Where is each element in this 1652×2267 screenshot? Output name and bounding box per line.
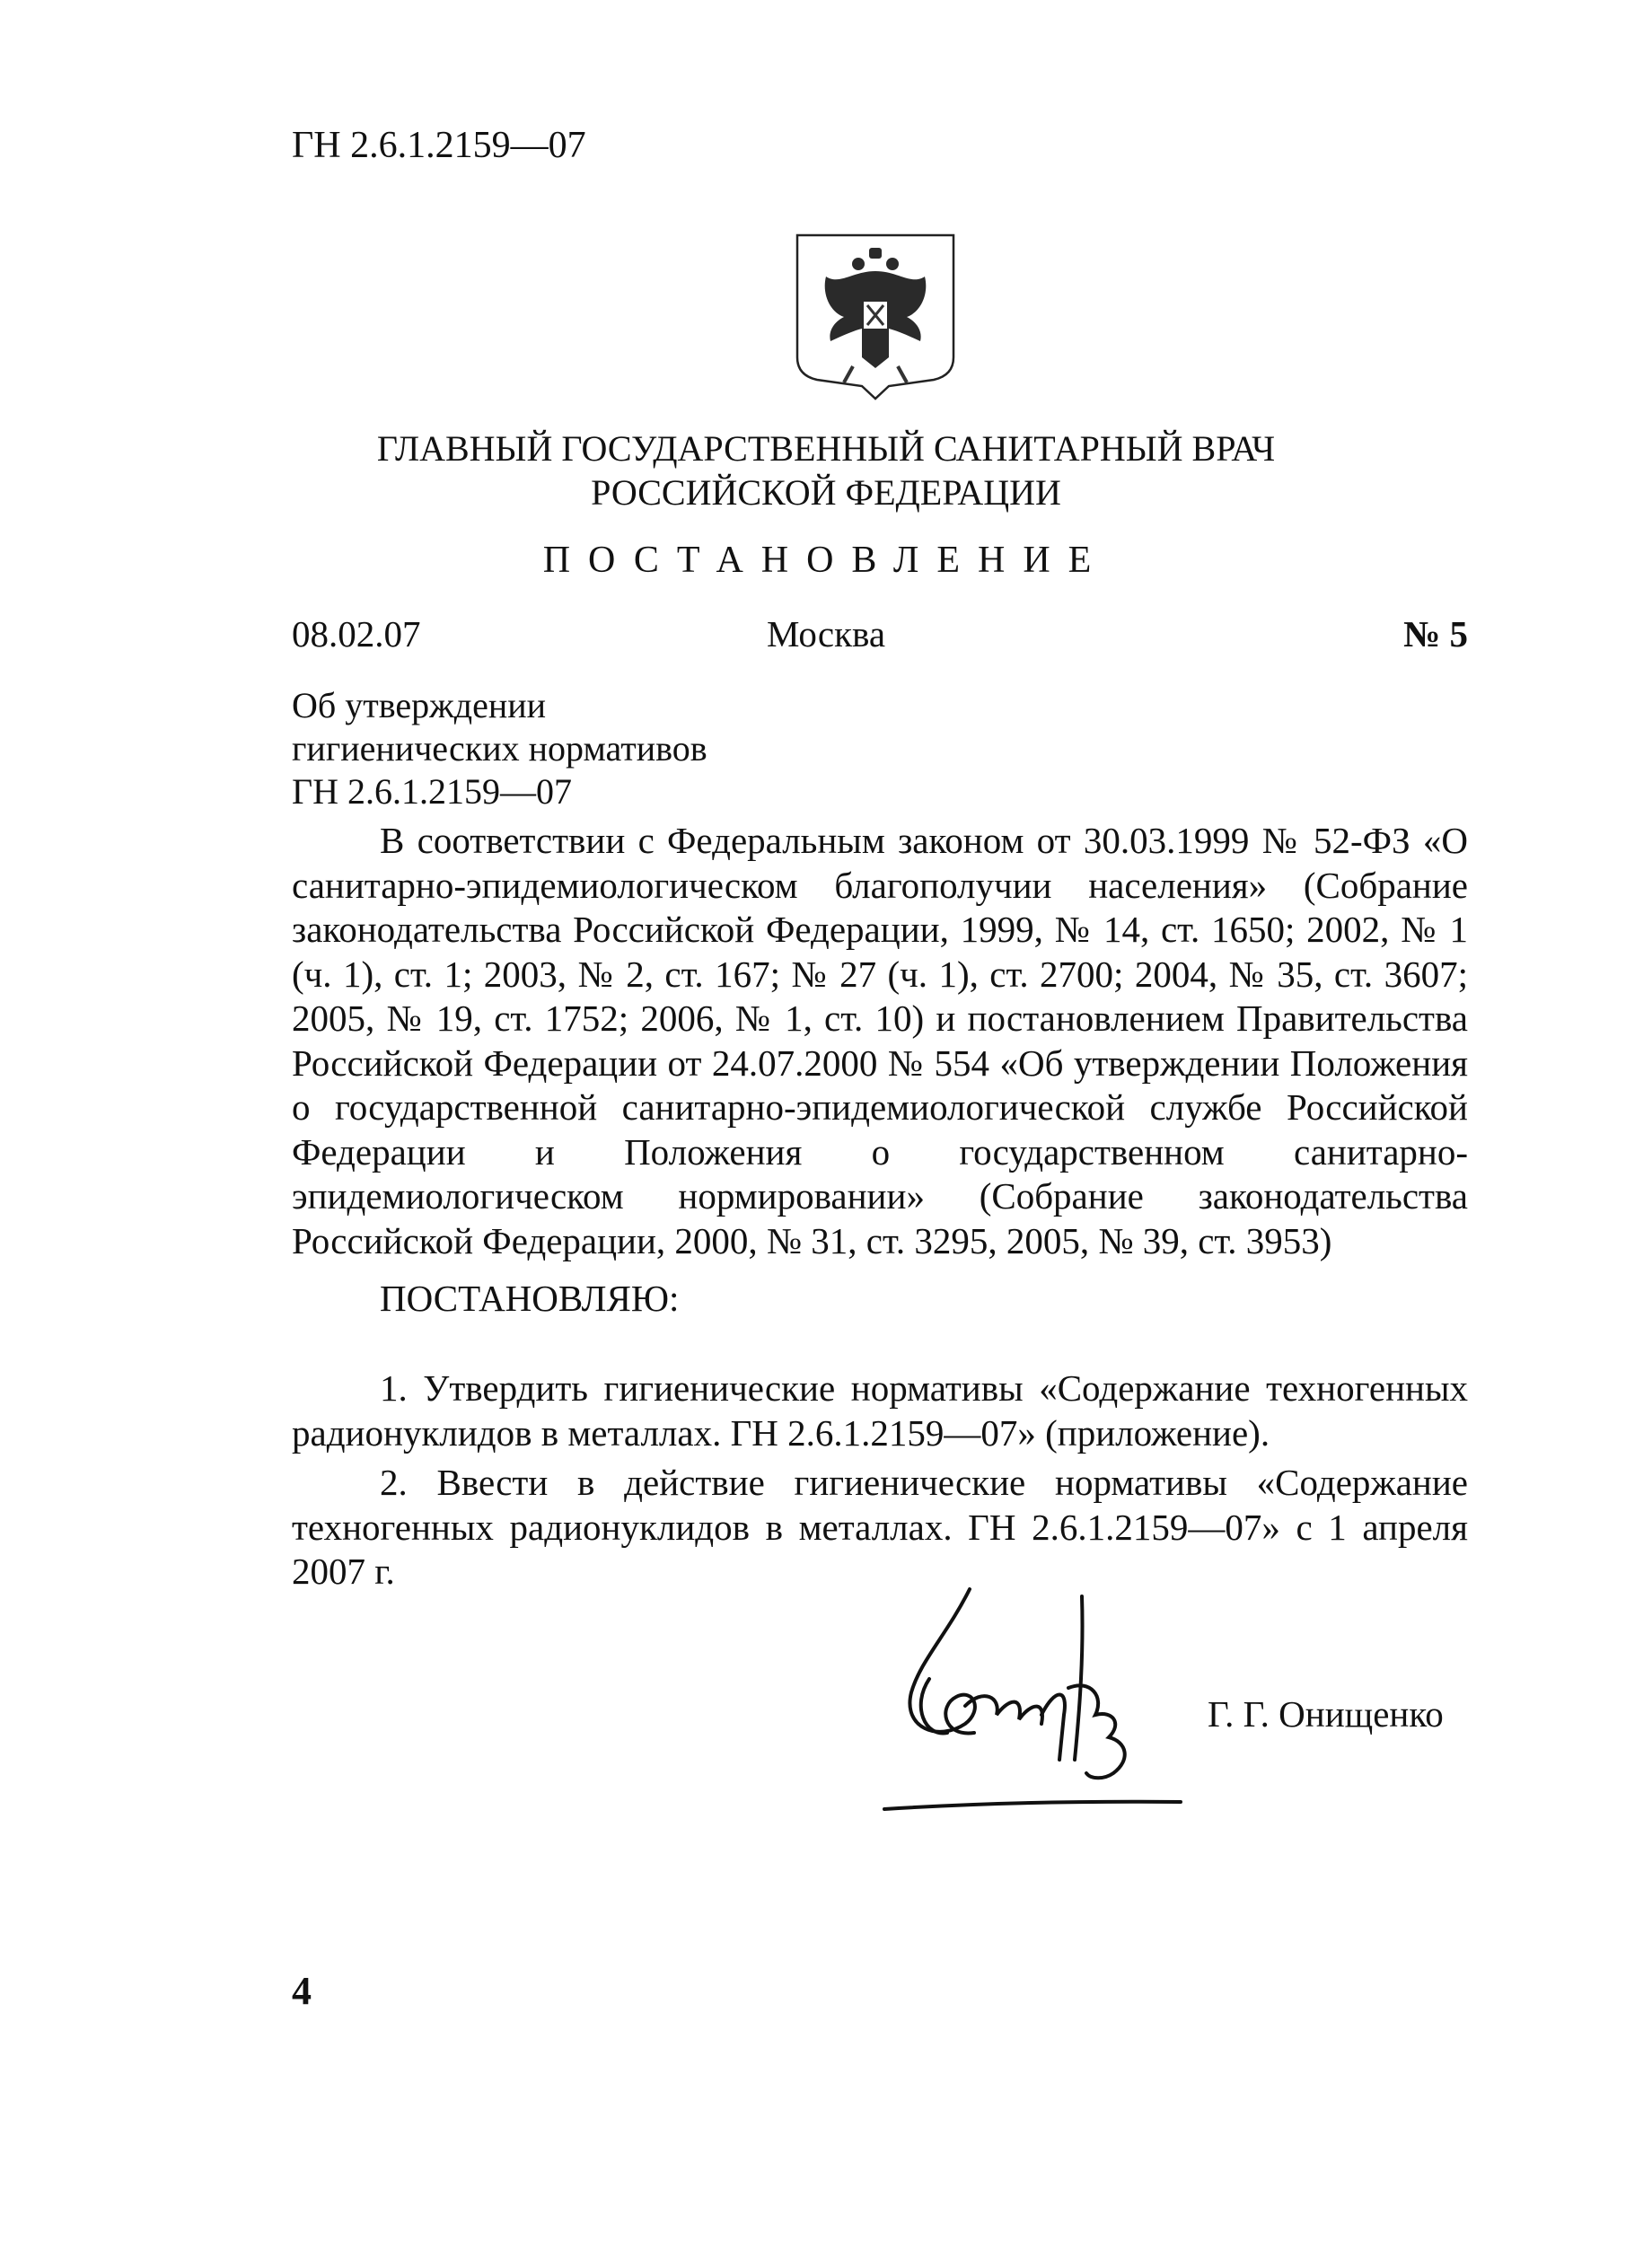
document-number: № 5 — [1403, 613, 1468, 655]
signer-name: Г. Г. Онищенко — [1208, 1693, 1444, 1735]
decree-heading: ПОСТАНОВЛЯЮ: — [380, 1278, 680, 1319]
handwritten-signature — [875, 1580, 1190, 1814]
preamble-text: В соответствии с Федеральным законом от 30.03.1999 № 52-ФЗ «О санитарно-эпидемиологическом благополучии населения» (Собрание законодательства Российской Федерации, 1999, № 14, ст. 1650; 2002, № 1 (ч. 1), ст. 1; 2003, № 2, ст. 167; № 27 (ч. 1), ст. 2700; 2004, № 35, ст. 3607; 2005, № 19, ст. 1752; 2006, № 1, ст. 10) и постановлением Правительства Российской Федерации от 24.07.2000 № 554 «Об утверждении Положения о государственной санитарно-эпидемиологической службе Российской Федерации и Положения о государственном санитарно-эпидемиологическом нормировании» (Собрание законодательства Российской Федерации, 2000, № 31, ст. 3295, 2005, № 39, ст. 3953) — [292, 820, 1468, 1261]
document-subject — [292, 684, 707, 813]
preamble-paragraph — [292, 819, 1468, 1263]
russian-coat-of-arms-icon — [790, 232, 961, 402]
document-date: 08.02.07 — [292, 613, 421, 655]
organization-name-line1: ГЛАВНЫЙ ГОСУДАРСТВЕННЫЙ САНИТАРНЫЙ ВРАЧ — [376, 428, 1276, 469]
decree-items — [292, 1366, 1468, 1600]
subject-line2: гигиенических нормативов — [292, 728, 707, 769]
document-city: Москва — [766, 613, 886, 655]
organization-name-line2: РОССИЙСКОЙ ФЕДЕРАЦИИ — [591, 472, 1061, 513]
document-code: ГН 2.6.1.2159—07 — [292, 125, 586, 166]
decree-item: 1. Утвердить гигиенические нормативы «Содержание техногенных радионуклидов в металлах. ГН 2.6.1.2159—07» (приложение). — [292, 1367, 1468, 1454]
page-number: 4 — [292, 1969, 312, 2013]
subject-line1: Об утверждении — [292, 685, 547, 725]
document-type: ПОСТАНОВЛЕНИЕ — [542, 540, 1110, 581]
subject-line3: ГН 2.6.1.2159—07 — [292, 771, 573, 812]
decree-item: 2. Ввести в действие гигиенические нормативы «Содержание техногенных радионуклидов в металлах. ГН 2.6.1.2159—07» с 1 апреля 2007 г. — [292, 1462, 1468, 1592]
